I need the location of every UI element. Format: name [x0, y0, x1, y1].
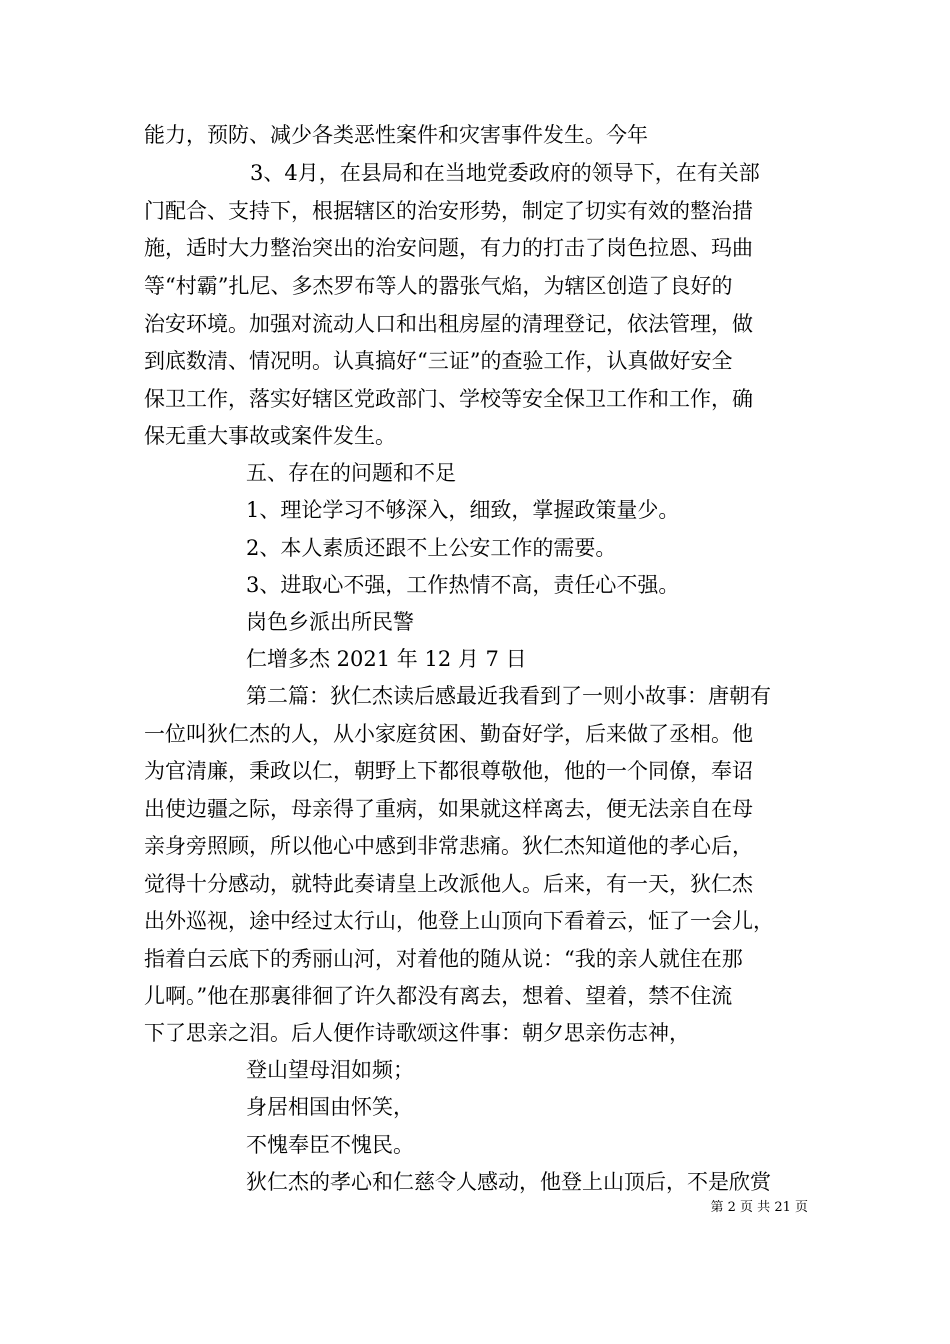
text-line: 觉得十分感动，就特此奏请皇上改派他人。后来，有一天，狄仁杰: [144, 872, 753, 896]
page-number: 第 2 页 共 21 页: [710, 1200, 808, 1215]
text-line: 等“村霸”扎尼、多杰罗布等人的嚣张气焰，为辖区创造了良好的: [144, 274, 733, 298]
text-line: 下了思亲之泪。后人便作诗歌颂这件事：朝夕思亲伤志神，: [144, 1021, 690, 1045]
signature-date: 仁增多杰 2021 年 12 月 7 日: [246, 647, 527, 671]
text-line: 保无重大事故或案件发生。: [144, 424, 396, 448]
text-line: 治安环境。加强对流动人口和出租房屋的清理登记，依法管理，做: [144, 312, 753, 336]
text-line: 3、4月，在县局和在当地党委政府的领导下，在有关部: [250, 161, 760, 185]
text-line: 门配合、支持下，根据辖区的治安形势，制定了切实有效的整治措: [144, 199, 753, 223]
text-line: 施，适时大力整治突出的治安问题，有力的打击了岗色拉恩、玛曲: [144, 236, 753, 260]
text-line: 儿啊。”他在那裏徘徊了许久都没有离去，想着、望着，禁不住流: [144, 984, 733, 1008]
text-line: 亲身旁照顾，所以他心中感到非常悲痛。狄仁杰知道他的孝心后，: [144, 834, 753, 858]
poem-line: 登山望母泪如频；: [246, 1058, 414, 1082]
text-line: 出外巡视，途中经过太行山，他登上山顶向下看着云，怔了一会儿，: [144, 909, 774, 933]
text-line: 狄仁杰的孝心和仁慈令人感动，他登上山顶后，不是欣赏: [246, 1170, 771, 1194]
list-item: 1、理论学习不够深入，细致，掌握政策量少。: [246, 498, 680, 522]
text-line: 到底数清、情况明。认真搞好“三证”的查验工作，认真做好安全: [144, 349, 733, 373]
text-line: 为官清廉，秉政以仁，朝野上下都很尊敬他，他的一个同僚，奉诏: [144, 759, 753, 783]
text-line: 一位叫狄仁杰的人，从小家庭贫困、勤奋好学，后来做了丞相。他: [144, 722, 753, 746]
signature-org: 岗色乡派出所民警: [246, 610, 414, 634]
text-line: 指着白云底下的秀丽山河，对着他的随从说：“我的亲人就住在那: [144, 947, 743, 971]
list-item: 3、进取心不强，工作热情不高，责任心不强。: [246, 573, 680, 597]
list-item: 2、本人素质还跟不上公安工作的需要。: [246, 536, 617, 560]
text-line: 保卫工作，落实好辖区党政部门、学校等安全保卫工作和工作，确: [144, 387, 753, 411]
poem-line: 身居相国由怀笑，: [246, 1095, 414, 1119]
poem-line: 不愧奉臣不愧民。: [246, 1133, 414, 1157]
text-line: 出使边疆之际，母亲得了重病，如果就这样离去，便无法亲自在母: [144, 797, 753, 821]
text-line: 能力，预防、减少各类恶性案件和灾害事件发生。今年: [144, 123, 648, 147]
text-line: 第二篇：狄仁杰读后感最近我看到了一则小故事：唐朝有: [246, 684, 771, 708]
section-heading: 五、存在的问题和不足: [246, 461, 456, 485]
